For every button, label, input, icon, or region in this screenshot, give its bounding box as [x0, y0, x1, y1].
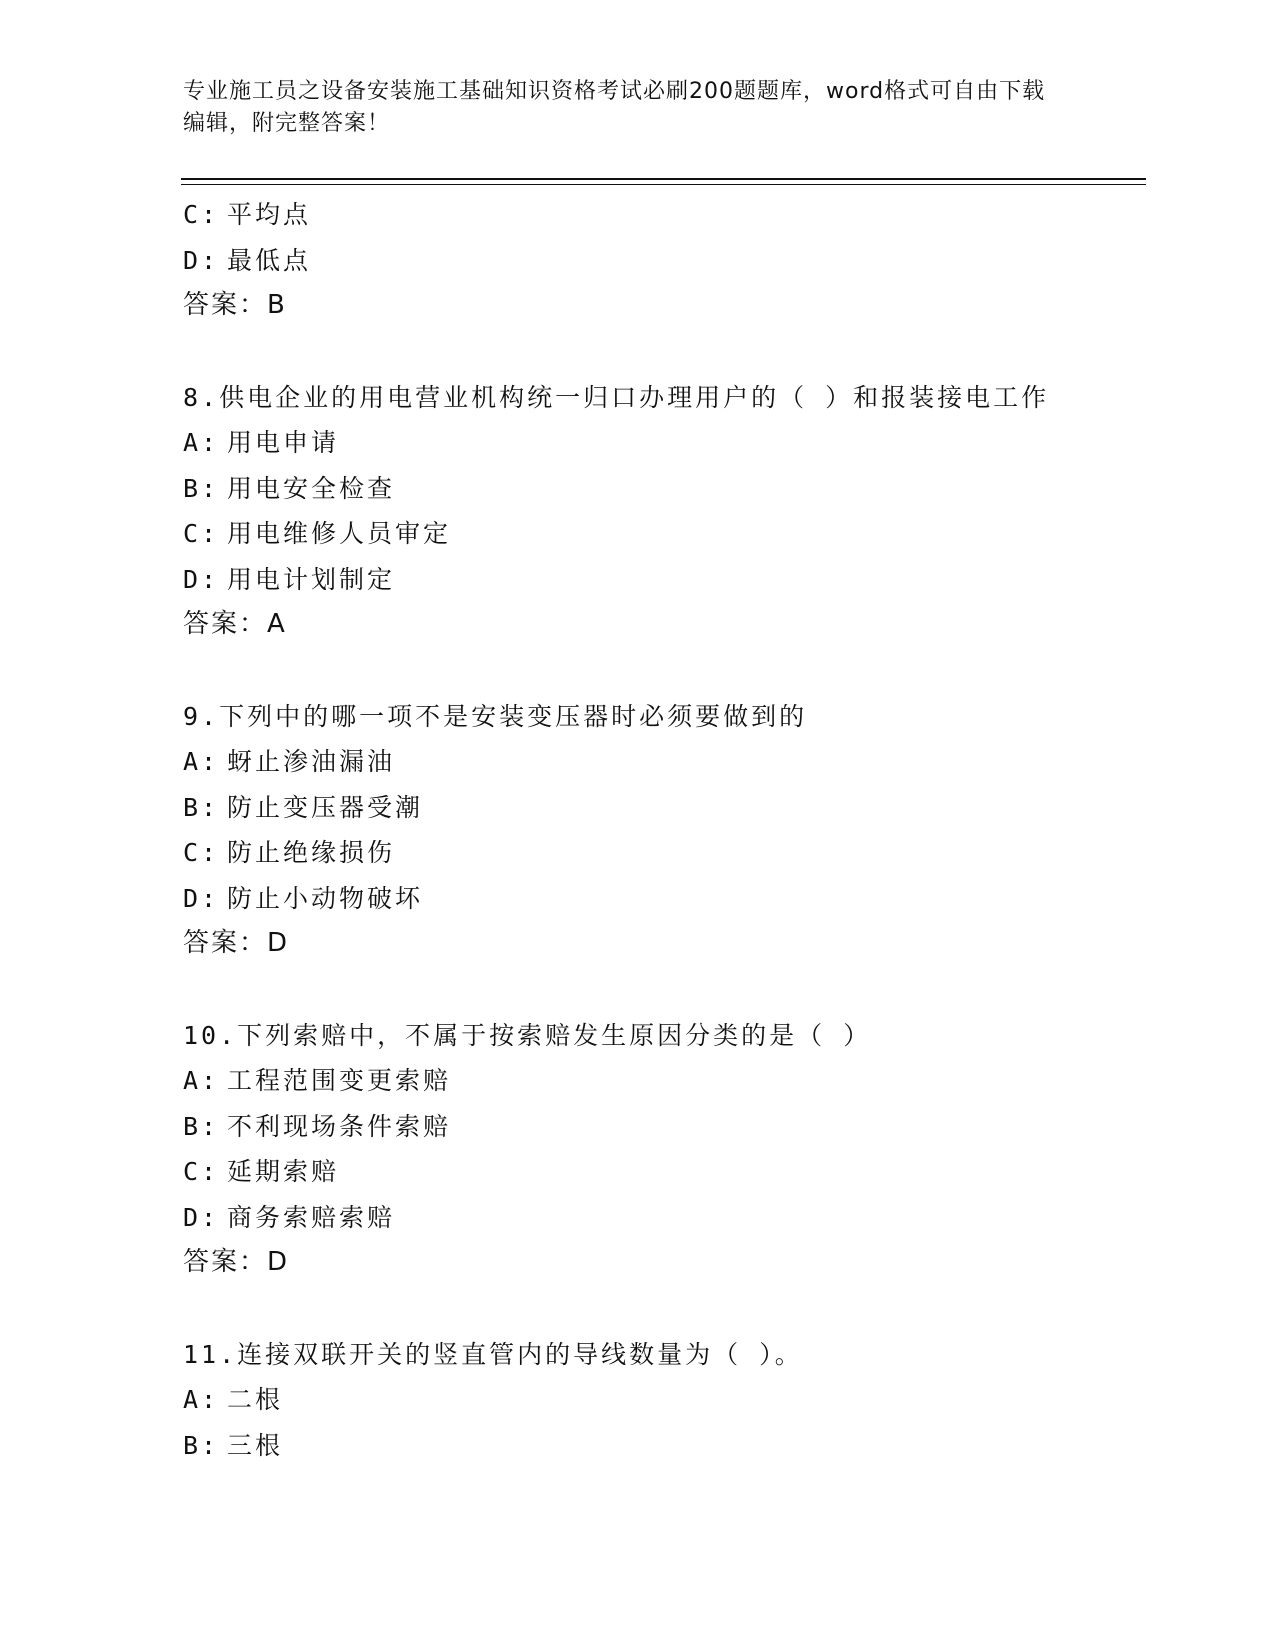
option-label: C:	[183, 519, 220, 548]
option-label: D:	[183, 245, 220, 275]
option-line	[183, 1149, 1143, 1195]
option-label: C:	[183, 838, 220, 867]
option-line	[183, 420, 1143, 466]
option-text: 平均点	[227, 200, 312, 229]
option-line	[183, 1195, 1143, 1241]
option-text: 延期索赔	[227, 1157, 340, 1186]
option-line	[183, 830, 1143, 876]
option-text: 工程范围变更索赔	[227, 1066, 452, 1095]
answer-line: 答案：D	[183, 928, 290, 958]
option-label: A:	[183, 428, 220, 457]
option-line	[183, 739, 1143, 785]
option-line	[183, 511, 1143, 557]
document-title: 专业施工员之设备安装施工基础知识资格考试必刷200题题库，word格式可自由下载编辑，附完整答案！	[183, 79, 1046, 136]
spacer	[183, 648, 1143, 694]
option-text: 最低点	[227, 245, 312, 275]
option-line	[183, 1377, 1143, 1423]
option-line	[183, 1104, 1143, 1150]
option-line	[183, 557, 1143, 603]
option-label: B:	[183, 1111, 220, 1141]
answer-line: 答案：B	[183, 290, 287, 320]
option-text: 用电计划制定	[227, 564, 396, 594]
option-label: C:	[183, 1157, 220, 1186]
option-label: A:	[183, 747, 220, 776]
option-label: B:	[183, 1430, 220, 1460]
header-divider-thin	[181, 184, 1146, 185]
option-line	[183, 192, 1143, 238]
spacer	[183, 329, 1143, 375]
option-text: 用电安全检查	[227, 473, 396, 503]
option-label: D:	[183, 564, 220, 594]
option-text: 防止变压器受潮	[227, 792, 424, 822]
option-label: A:	[183, 1385, 220, 1414]
spacer	[183, 1286, 1143, 1332]
option-label: B:	[183, 792, 220, 822]
option-line	[183, 466, 1143, 512]
question-stem: 11.连接双联开关的竖直管内的导线数量为（ ）。	[183, 1339, 803, 1369]
option-line	[183, 876, 1143, 922]
option-line	[183, 1058, 1143, 1104]
option-text: 防止绝缘损伤	[227, 838, 396, 867]
spacer	[183, 967, 1143, 1013]
answer-line: 答案：A	[183, 609, 287, 639]
option-text: 防止小动物破坏	[227, 883, 424, 913]
option-text: 不利现场条件索赔	[227, 1111, 452, 1141]
option-label: B:	[183, 473, 220, 503]
option-text: 用电维修人员审定	[227, 519, 452, 548]
question-stem: 10.下列索赔中，不属于按索赔发生原因分类的是（ ）	[183, 1020, 872, 1050]
option-label: C:	[183, 200, 220, 229]
option-line	[183, 785, 1143, 831]
option-text: 蚜止渗油漏油	[227, 747, 396, 776]
header-divider-thick	[181, 178, 1146, 180]
option-label: D:	[183, 1202, 220, 1232]
question-list	[183, 192, 1143, 1468]
question-stem: 9.下列中的哪一项不是安装变压器时必须要做到的	[183, 701, 808, 731]
option-text: 商务索赔索赔	[227, 1202, 396, 1232]
option-line	[183, 1423, 1143, 1469]
question-stem: 8.供电企业的用电营业机构统一归口办理用户的（ ）和报装接电工作	[183, 382, 1050, 412]
answer-line: 答案：D	[183, 1247, 290, 1277]
option-text: 用电申请	[227, 428, 340, 457]
option-text: 二根	[227, 1385, 284, 1414]
option-label: D:	[183, 883, 220, 913]
option-text: 三根	[227, 1430, 284, 1460]
option-line	[183, 238, 1143, 284]
option-label: A:	[183, 1066, 220, 1095]
